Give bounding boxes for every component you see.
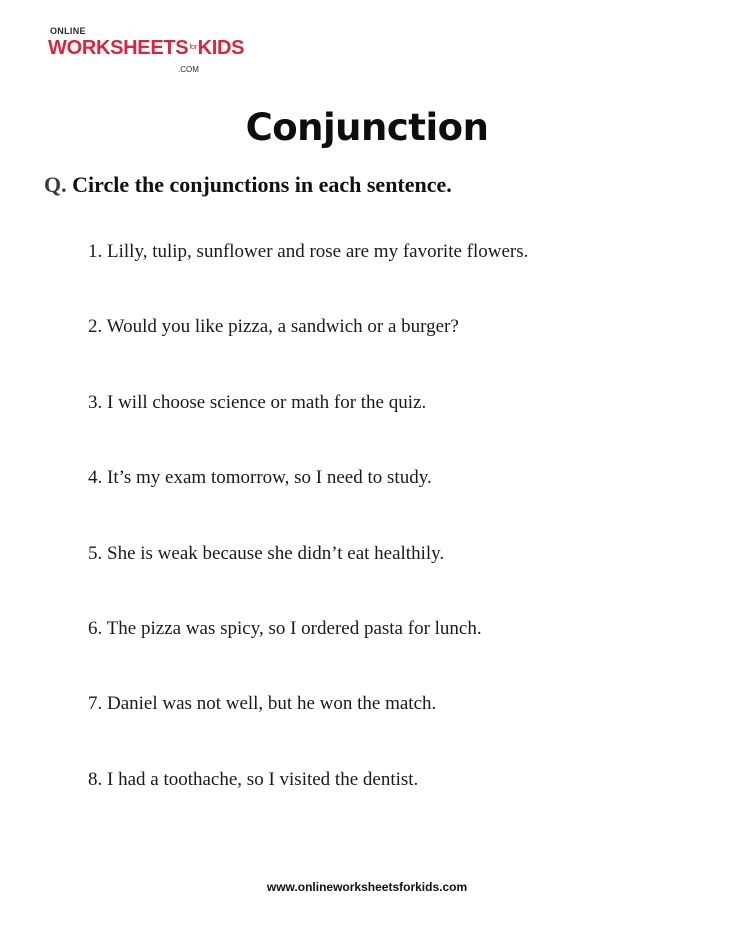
logo-for-text: for [189, 44, 197, 51]
sentence-text: Lilly, tulip, sunflower and rose are my favorite flowers. [107, 241, 529, 262]
question-prefix: Q. [44, 172, 67, 197]
logo-wordmark [48, 37, 244, 60]
logo-kids-text: KIDS [197, 37, 245, 59]
logo-com-text: .COM [178, 65, 199, 74]
page-title: Conjunction [245, 106, 489, 149]
sentence-item [88, 240, 528, 315]
sentence-number: 1. [88, 241, 103, 262]
sentence-text: The pizza was spicy, so I ordered pasta for lunch. [106, 617, 482, 639]
sentence-number: 3. [88, 391, 103, 413]
sentence-item [88, 466, 528, 541]
sentence-list [88, 240, 528, 843]
sentence-number: 5. [88, 542, 103, 564]
sentence-item [88, 692, 528, 767]
sentence-item [88, 768, 528, 843]
sentence-text: I will choose science or math for the quiz. [107, 391, 427, 413]
sentence-item [88, 542, 528, 617]
sentence-number: 7. [88, 693, 103, 715]
logo-online-text: ONLINE [50, 26, 86, 36]
sentence-item [88, 617, 528, 692]
sentence-number: 6. [88, 617, 103, 639]
sentence-text: She is weak because she didn’t eat healthily. [107, 542, 445, 564]
sentence-number: 4. [88, 467, 103, 489]
sentence-item [88, 391, 528, 466]
question-instruction [44, 172, 452, 198]
question-text: Circle the conjunctions in each sentence. [72, 172, 452, 197]
sentence-text: Daniel was not well, but he won the match. [107, 693, 437, 715]
sentence-number: 8. [88, 768, 103, 790]
logo-worksheets-text: WORKSHEETS [48, 37, 189, 59]
sentence-number: 2. [88, 316, 103, 338]
footer-url: www.onlineworksheetsforkids.com [266, 880, 468, 894]
site-logo [44, 22, 245, 80]
sentence-text: I had a toothache, so I visited the dentist. [107, 768, 419, 790]
sentence-text: It’s my exam tomorrow, so I need to study. [107, 467, 432, 489]
sentence-item [88, 315, 528, 390]
sentence-text: Would you like pizza, a sandwich or a burger? [106, 316, 459, 338]
